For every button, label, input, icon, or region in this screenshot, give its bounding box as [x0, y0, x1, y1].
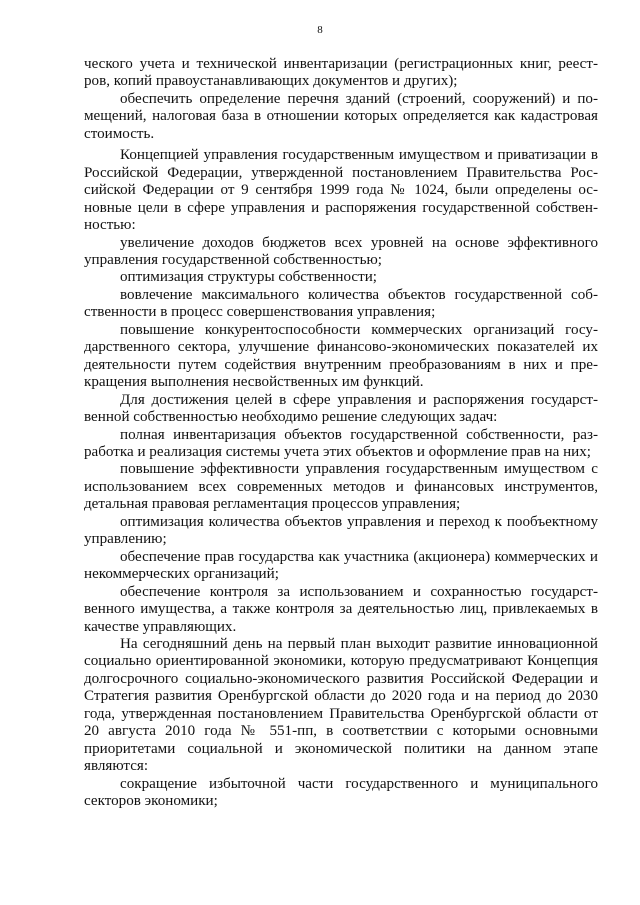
list-item: оптимизация количества объектов управления и переход к пообъектному управлению; — [84, 513, 598, 548]
list-item: повышение эффективности управления государственным имуществом с использованием всех современных методов и финансовых инструментов, детальная правовая регламентация процессов управления; — [84, 461, 598, 513]
list-item: полная инвентаризация объектов государственной собственности, разработка и реализация системы учета этих объектов и оформление прав на них; — [84, 426, 598, 460]
list-item: увеличение доходов бюджетов всех уровней на основе эффективного управления государственной собственностью; — [84, 234, 598, 268]
paragraph-continuation: ческого учета и технической инвентаризации (регистрационных книг, реестров, копий правоустанавливающих документов и других); — [84, 56, 598, 90]
paragraph: обеспечить определение перечня зданий (строений, сооружений) и помещений, налоговая база в отношении которых определяется как кадастровая стоимость. — [84, 90, 598, 142]
paragraph: Концепцией управления государственным имуществом и приватизации в Российской Федерации, утвержденной постановлением Правительства Российской Федерации от 9 сентября 1999 года № 1024, были определены основные цели в сфере управления и распоряжения государственной собственностью: — [84, 147, 598, 234]
list-item: оптимизация структуры собственности; — [120, 269, 377, 286]
page-number: 8 — [317, 24, 323, 36]
list-item: сокращение избыточной части государственного и муниципального секторов экономики; — [84, 775, 598, 810]
list-item: вовлечение максимального количества объектов государственной собственности в процесс совершенствования управления; — [84, 286, 598, 321]
list-item: обеспечение прав государства как участника (акционера) коммерческих и некоммерческих организаций; — [84, 548, 598, 583]
document-body — [84, 56, 598, 810]
paragraph: На сегодняшний день на первый план выходит развитие инновационной социально ориентированной экономики, которую предусматривают Концепция долгосрочного социально-экономического развития Российской Федерации и Стратегия развития Оренбургской области до 2020 года и на период до 2030 года, утвержденная постановлением Правительства Оренбургской области от 20 августа 2010 года № 551-пп, в соответствии с которыми основными приоритетами социальной и экономической политики на данном этапе являются: — [84, 635, 598, 775]
list-item: обеспечение контроля за использованием и сохранностью государственного имущества, а также контроля за деятельностью лиц, привлекаемых в качестве управляющих. — [84, 583, 598, 635]
list-item: повышение конкурентоспособности коммерческих организаций государственного сектора, улучшение финансово-экономических показателей их деятельности путем содействия внутренним преобразованиям в них и прекращения выполнения несвойственных им функций. — [84, 321, 598, 391]
paragraph: Для достижения целей в сфере управления и распоряжения государственной собственностью необходимо решение следующих задач: — [84, 391, 598, 426]
